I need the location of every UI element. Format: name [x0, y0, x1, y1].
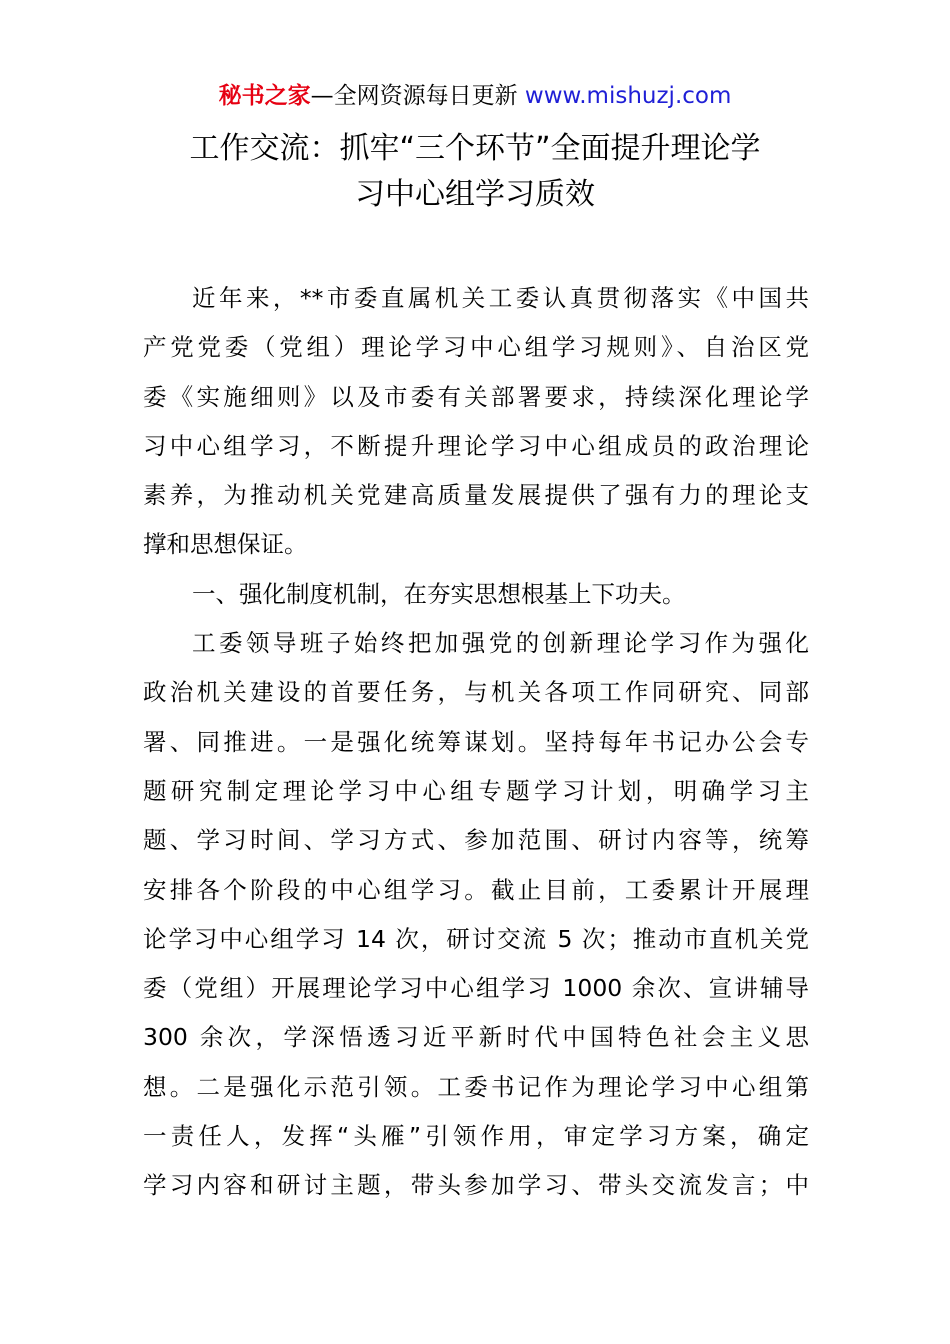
body-line: 想。二是强化示范引领。工委书记作为理论学习中心组第 — [143, 1072, 809, 1101]
body-line: 题、学习时间、学习方式、参加范围、研讨内容等，统筹 — [143, 826, 809, 855]
title-line-1: 工作交流：抓牢“三个环节”全面提升理论学 — [189, 131, 761, 166]
section-heading: 一、强化制度机制，在夯实思想根基上下功夫。 — [192, 579, 686, 608]
body-line: 委《实施细则》以及市委有关部署要求，持续深化理论学 — [143, 382, 809, 411]
body-line: 学习内容和研讨主题，带头参加学习、带头交流发言；中 — [143, 1171, 809, 1200]
document-body — [143, 274, 809, 1211]
site-tagline: —全网资源每日更新 — [310, 83, 525, 109]
body-line: 安排各个阶段的中心组学习。截止目前，工委累计开展理 — [143, 875, 809, 904]
body-line: 政治机关建设的首要任务，与机关各项工作同研究、同部 — [143, 678, 809, 707]
body-line: 工委领导班子始终把加强党的创新理论学习作为强化 — [192, 629, 809, 658]
site-url-link[interactable]: www.mishuzj.com — [524, 83, 732, 109]
document-title — [140, 126, 810, 218]
body-line: 产党党委（党组）理论学习中心组学习规则》、自治区党 — [143, 333, 809, 362]
body-line: 撑和思想保证。 — [143, 530, 308, 559]
body-line: 习中心组学习，不断提升理论学习中心组成员的政治理论 — [143, 431, 809, 460]
site-header — [0, 80, 950, 112]
title-line-2: 习中心组学习质效 — [355, 177, 595, 212]
body-line: 300 余次，学深悟透习近平新时代中国特色社会主义思 — [143, 1023, 809, 1052]
body-line: 论学习中心组学习 14 次，研讨交流 5 次；推动市直机关党 — [143, 924, 809, 953]
body-line: 署、同推进。一是强化统筹谋划。坚持每年书记办公会专 — [143, 727, 809, 756]
body-line: 题研究制定理论学习中心组专题学习计划，明确学习主 — [143, 776, 809, 805]
site-brand: 秘书之家 — [218, 83, 311, 109]
body-line: 委（党组）开展理论学习中心组学习 1000 余次、宣讲辅导 — [143, 974, 809, 1003]
body-line: 素养，为推动机关党建高质量发展提供了强有力的理论支 — [143, 481, 809, 510]
body-line: 近年来，**市委直属机关工委认真贯彻落实《中国共 — [192, 284, 809, 312]
body-line: 一责任人，发挥“头雁”引领作用，审定学习方案，确定 — [143, 1122, 809, 1151]
